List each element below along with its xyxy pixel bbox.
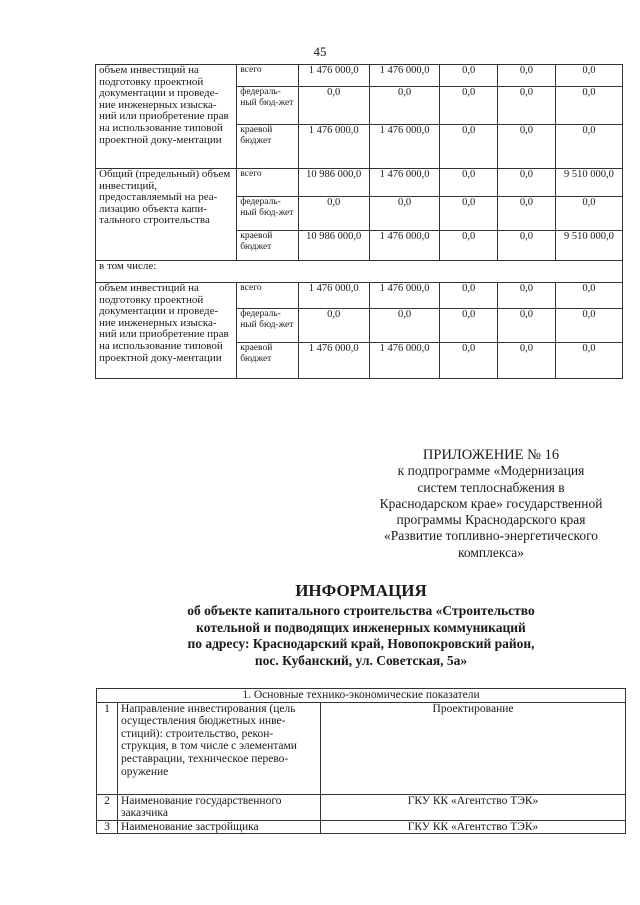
funding-source: всего	[237, 169, 298, 197]
in-that-number-label: в том числе:	[96, 261, 623, 283]
amount-total: 1 476 000,0	[298, 65, 369, 87]
section-title: 1. Основные технико-экономические показатели	[97, 689, 626, 703]
object-description: Общий (предельный) объем инвестиций, предоставляемый на реа-лизацию объекта капи-тального строительства	[96, 169, 237, 261]
amount-year-1: 1 476 000,0	[369, 343, 439, 379]
row-number: 3	[97, 820, 118, 834]
amount-year-2: 0,0	[440, 231, 498, 261]
amount-year-3: 0,0	[498, 125, 556, 169]
annex-line: программы Краснодарского края	[396, 512, 586, 528]
section-row	[97, 689, 626, 703]
object-description: объем инвестиций на подготовку проектной документации и проведе-ние инженерных изыска-ний или приобретение прав на использование типовой проектной доку-ментации	[96, 65, 237, 169]
indicators-table	[96, 688, 626, 834]
info-title: ИНФОРМАЦИЯ	[295, 581, 427, 600]
table-row	[96, 65, 623, 87]
amount-year-3: 0,0	[498, 169, 556, 197]
amount-year-4: 0,0	[555, 197, 622, 231]
amount-year-4: 9 510 000,0	[555, 169, 622, 197]
amount-year-1: 0,0	[369, 197, 439, 231]
subtotal-caption-row	[96, 261, 623, 283]
funding-source: всего	[237, 283, 298, 309]
amount-year-4: 9 510 000,0	[555, 231, 622, 261]
amount-year-2: 0,0	[440, 197, 498, 231]
amount-total: 0,0	[298, 197, 369, 231]
table-row	[96, 169, 623, 197]
amount-year-2: 0,0	[440, 65, 498, 87]
amount-year-2: 0,0	[440, 309, 498, 343]
amount-year-2: 0,0	[440, 343, 498, 379]
table-row	[97, 794, 626, 820]
amount-year-2: 0,0	[440, 283, 498, 309]
amount-year-1: 0,0	[369, 309, 439, 343]
amount-year-2: 0,0	[440, 125, 498, 169]
info-line: по адресу: Краснодарский край, Новопокровский район,	[187, 636, 535, 651]
amount-total: 1 476 000,0	[298, 283, 369, 309]
annex-line: комплекса»	[458, 544, 524, 560]
amount-total: 1 476 000,0	[298, 343, 369, 379]
info-line: об объекте капитального строительства «Строительство	[187, 603, 535, 618]
info-heading	[96, 581, 626, 669]
amount-year-3: 0,0	[498, 283, 556, 309]
amount-total: 1 476 000,0	[298, 125, 369, 169]
info-line: котельной и подводящих инженерных коммуникаций	[196, 619, 526, 635]
row-value: ГКУ КК «Агентство ТЭК»	[321, 820, 626, 834]
investment-table	[95, 64, 623, 379]
funding-source: федераль-ный бюд-жет	[237, 309, 298, 343]
amount-year-4: 0,0	[555, 125, 622, 169]
amount-year-3: 0,0	[498, 87, 556, 125]
funding-source: федераль-ный бюд-жет	[237, 197, 298, 231]
row-value: Проектирование	[321, 702, 626, 794]
amount-year-3: 0,0	[498, 343, 556, 379]
amount-year-1: 1 476 000,0	[369, 231, 439, 261]
row-label: Наименование государственного заказчика	[118, 794, 321, 820]
amount-year-1: 1 476 000,0	[369, 65, 439, 87]
amount-year-1: 1 476 000,0	[369, 169, 439, 197]
amount-year-3: 0,0	[498, 309, 556, 343]
amount-year-3: 0,0	[498, 197, 556, 231]
amount-year-2: 0,0	[440, 87, 498, 125]
funding-source: краевой бюджет	[237, 231, 298, 261]
page-number: 45	[313, 44, 327, 59]
annex-line: Краснодарском крае» государственной	[379, 495, 603, 511]
amount-total: 10 986 000,0	[298, 231, 369, 261]
funding-source: краевой бюджет	[237, 125, 298, 169]
funding-source: краевой бюджет	[237, 343, 298, 379]
amount-year-4: 0,0	[555, 65, 622, 87]
amount-total: 0,0	[298, 87, 369, 125]
amount-year-3: 0,0	[498, 231, 556, 261]
info-line: пос. Кубанский, ул. Советская, 5а»	[254, 652, 468, 668]
amount-year-1: 0,0	[369, 87, 439, 125]
row-label: Направление инвестирования (цель осуществления бюджетных инве-стиций): строительство, рекон-струкция, в том числе с элементами реставрации, техническое перево-оружение	[118, 702, 321, 794]
annex-line: «Развитие топливно-энергетического	[383, 528, 599, 544]
annex-line: к подпрограмме «Модернизация	[397, 463, 585, 479]
amount-year-3: 0,0	[498, 65, 556, 87]
table-row	[96, 283, 623, 309]
funding-source: федераль-ный бюд-жет	[237, 87, 298, 125]
funding-source: всего	[237, 65, 298, 87]
table-row	[97, 820, 626, 834]
amount-year-4: 0,0	[555, 343, 622, 379]
row-number: 1	[97, 702, 118, 794]
row-value: ГКУ КК «Агентство ТЭК»	[321, 794, 626, 820]
amount-total: 10 986 000,0	[298, 169, 369, 197]
amount-year-2: 0,0	[440, 169, 498, 197]
annex-title: ПРИЛОЖЕНИЕ № 16	[422, 447, 560, 463]
row-number: 2	[97, 794, 118, 820]
amount-year-4: 0,0	[555, 283, 622, 309]
annex-header	[360, 447, 622, 561]
amount-year-1: 1 476 000,0	[369, 283, 439, 309]
amount-year-1: 1 476 000,0	[369, 125, 439, 169]
amount-year-4: 0,0	[555, 87, 622, 125]
annex-line: систем теплоснабжения в	[417, 479, 565, 495]
object-description: объем инвестиций на подготовку проектной документации и проведе-ние инженерных изыска-ний или приобретение прав на использование типовой проектной доку-ментации	[96, 283, 237, 379]
table-row	[97, 702, 626, 794]
row-label: Наименование застройщика	[118, 820, 321, 834]
amount-year-4: 0,0	[555, 309, 622, 343]
amount-total: 0,0	[298, 309, 369, 343]
